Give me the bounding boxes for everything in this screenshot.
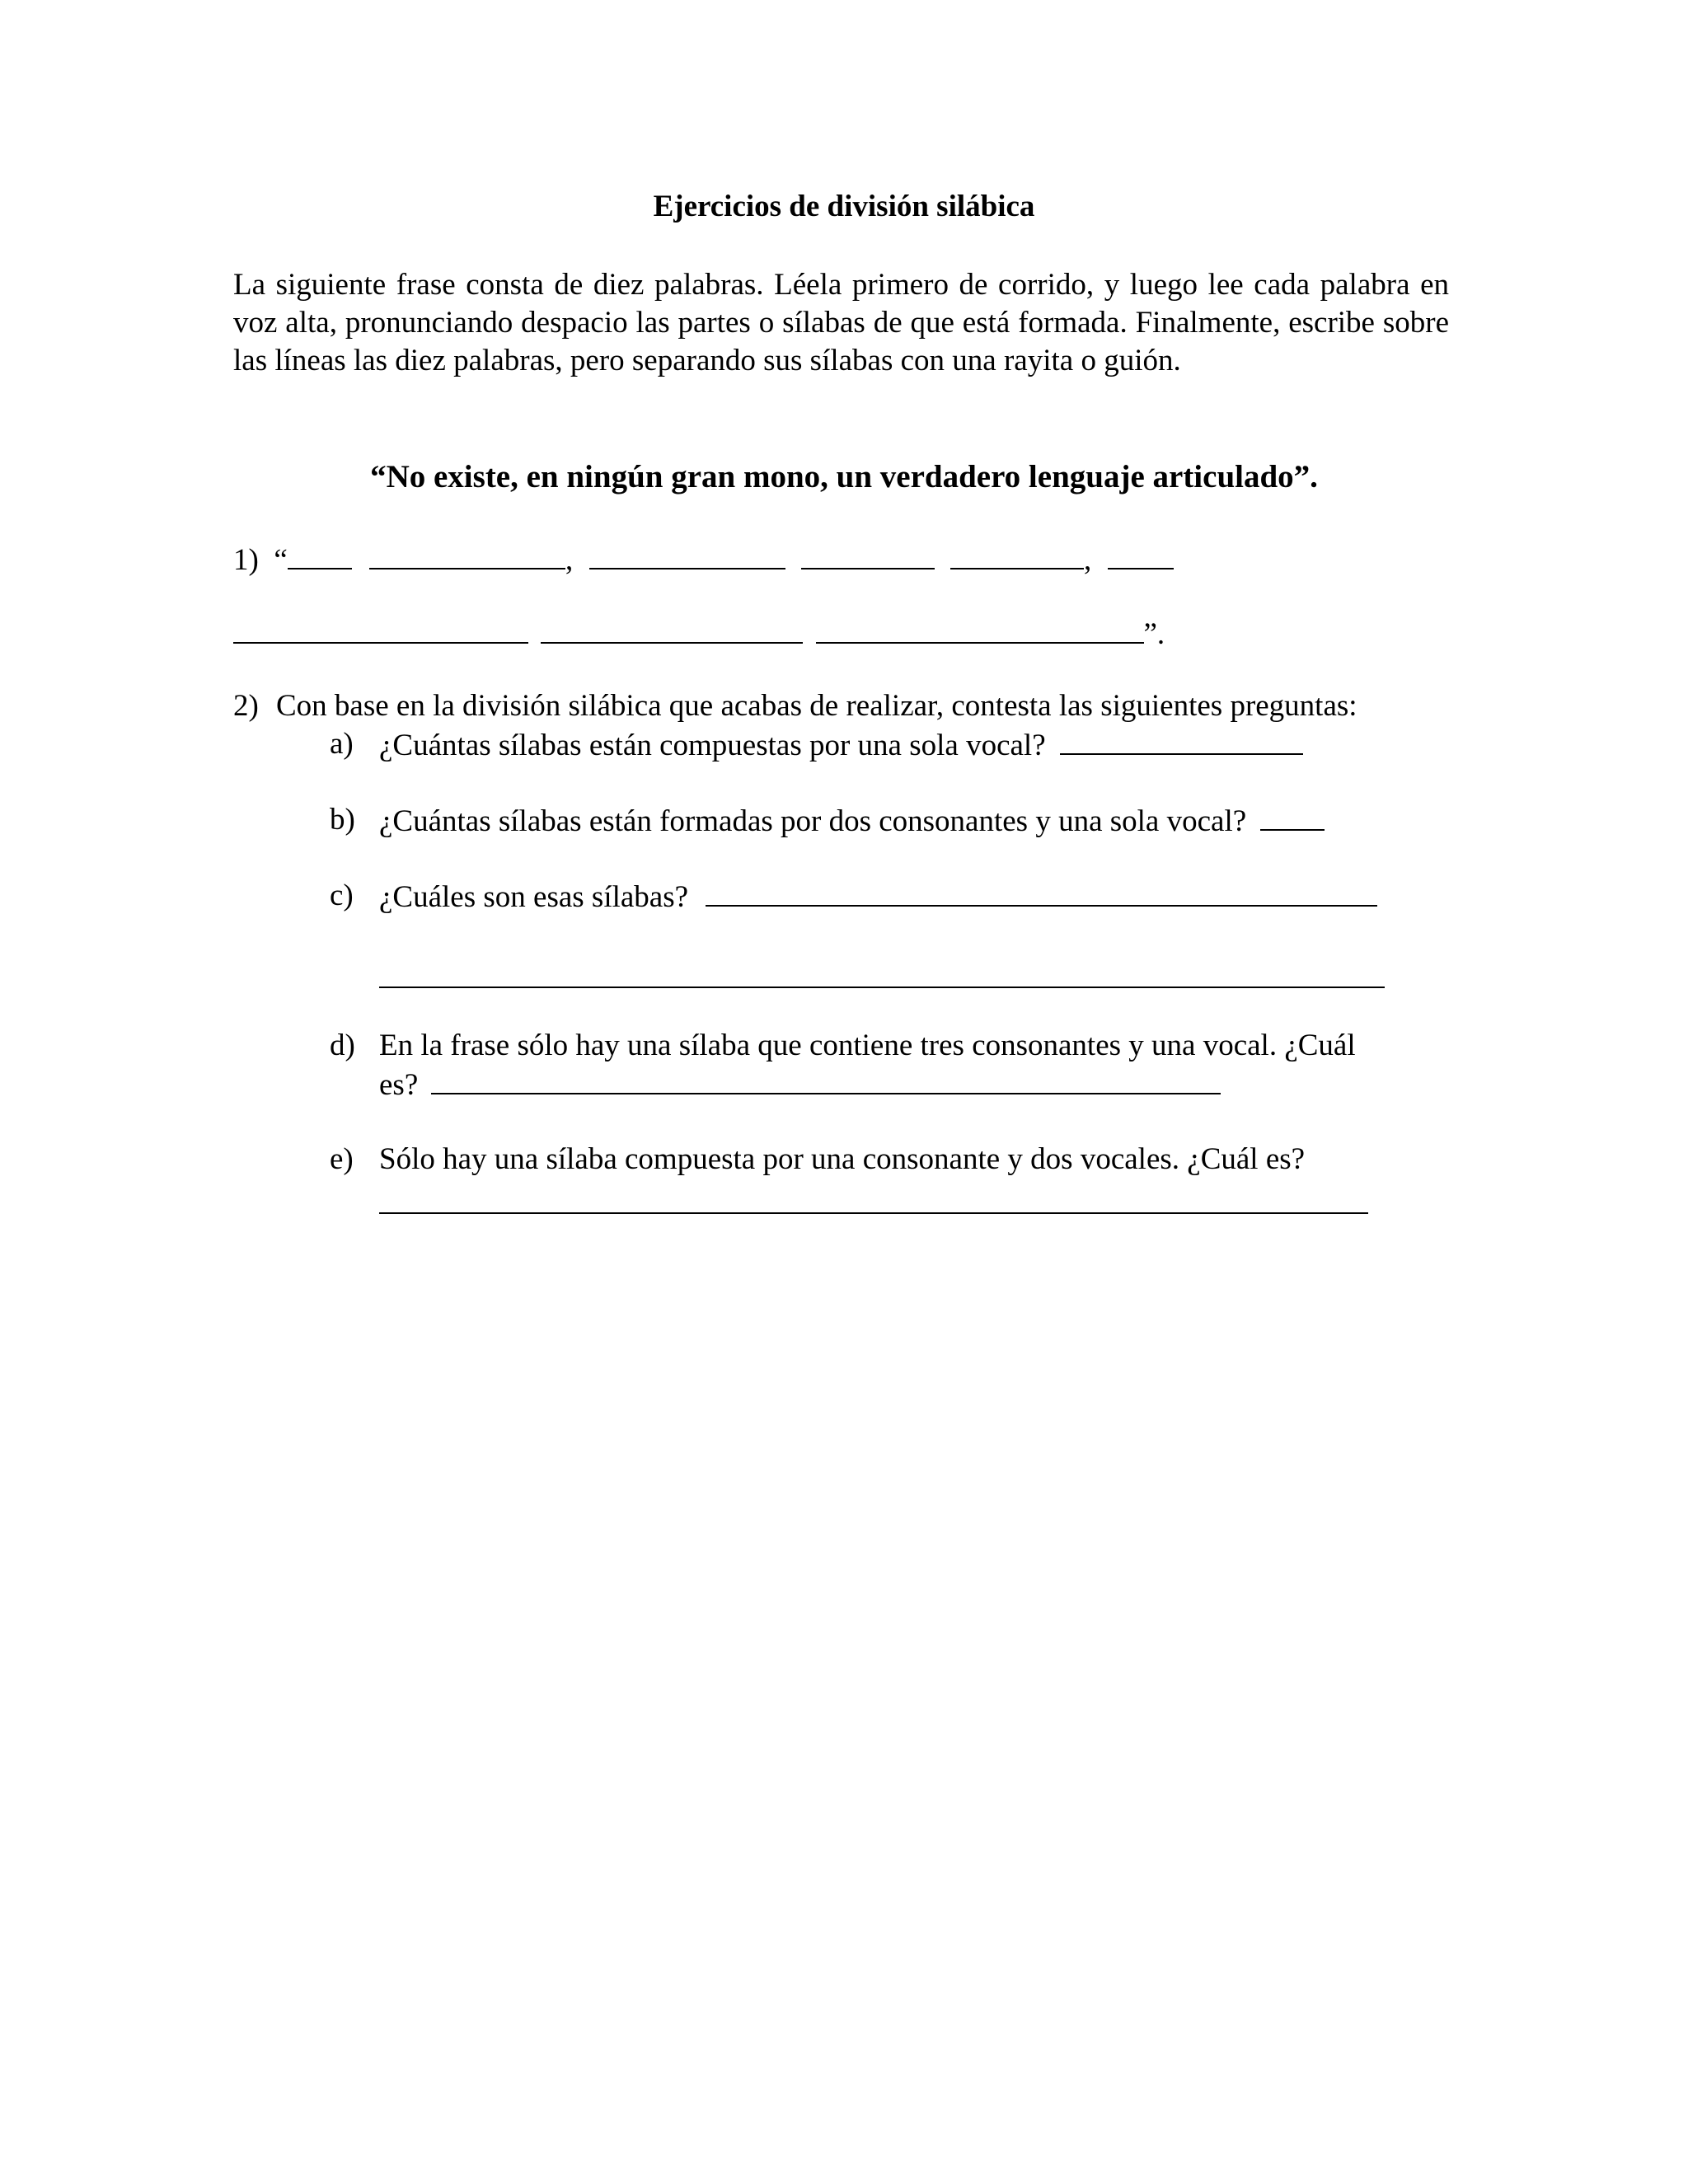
answer-a-blank[interactable] [1060, 725, 1303, 755]
question-d-label: d) [330, 1029, 355, 1062]
answer-e-blank[interactable] [379, 1211, 1368, 1214]
word-blank-8[interactable] [541, 614, 803, 644]
exercise-1-line-1 [233, 540, 1174, 579]
word-blank-7[interactable] [233, 614, 528, 644]
question-b [379, 801, 1325, 841]
question-d: En la frase sólo hay una sílaba que contiene tres consonantes y una vocal. ¿Cuál [379, 1029, 1356, 1062]
answer-c-blank[interactable] [706, 877, 1377, 907]
question-a-text: ¿Cuántas sílabas están compuestas por una sola vocal? [379, 729, 1046, 762]
instructions-paragraph: La siguiente frase consta de diez palabras. Léela primero de corrido, y luego lee cada palabra en voz alta, pronunciando despacio las partes o sílabas de que está formada. Finalmente, escribe sobre las líneas las diez palabras, pero separando sus sílabas con una rayita o guión. [233, 268, 1449, 377]
exercise-2-number: 2) [233, 689, 259, 723]
word-blank-6[interactable] [1108, 540, 1174, 569]
answer-d-blank[interactable] [431, 1065, 1221, 1094]
question-e-label: e) [330, 1142, 354, 1176]
answer-c-blank-2[interactable] [379, 985, 1385, 988]
question-c [379, 877, 1377, 916]
page-title: Ejercicios de división silábica [653, 190, 1035, 223]
question-b-text: ¿Cuántas sílabas están formadas por dos consonantes y una sola vocal? [379, 804, 1247, 838]
word-blank-1[interactable] [288, 540, 352, 569]
question-c-text: ¿Cuáles son esas sílabas? [379, 880, 689, 914]
answer-b-blank[interactable] [1260, 801, 1325, 831]
quoted-sentence: “No existe, en ningún gran mono, un verdadero lenguaje articulado”. [370, 459, 1318, 494]
question-b-label: b) [330, 803, 355, 837]
question-c-label: c) [330, 879, 354, 912]
question-a [379, 725, 1303, 765]
question-d-text-2: es? [379, 1068, 419, 1102]
exercise-2-prompt: Con base en la división silábica que acabas de realizar, contesta las siguientes preguntas: [276, 689, 1357, 723]
word-blank-2[interactable] [369, 540, 565, 569]
question-a-label: a) [330, 727, 354, 761]
comma-2: , [1084, 543, 1092, 577]
word-blank-3[interactable] [589, 540, 785, 569]
close-quote: ”. [1143, 617, 1165, 651]
comma-1: , [565, 543, 574, 577]
question-d-continued [379, 1065, 1221, 1104]
exercise-1-number: 1) [233, 543, 259, 577]
exercise-1-line-2 [233, 614, 1165, 654]
question-e: Sólo hay una sílaba compuesta por una consonante y dos vocales. ¿Cuál es? [379, 1142, 1306, 1176]
open-quote: “ [274, 543, 288, 577]
word-blank-9[interactable] [816, 614, 1144, 644]
word-blank-5[interactable] [950, 540, 1084, 569]
word-blank-4[interactable] [801, 540, 935, 569]
